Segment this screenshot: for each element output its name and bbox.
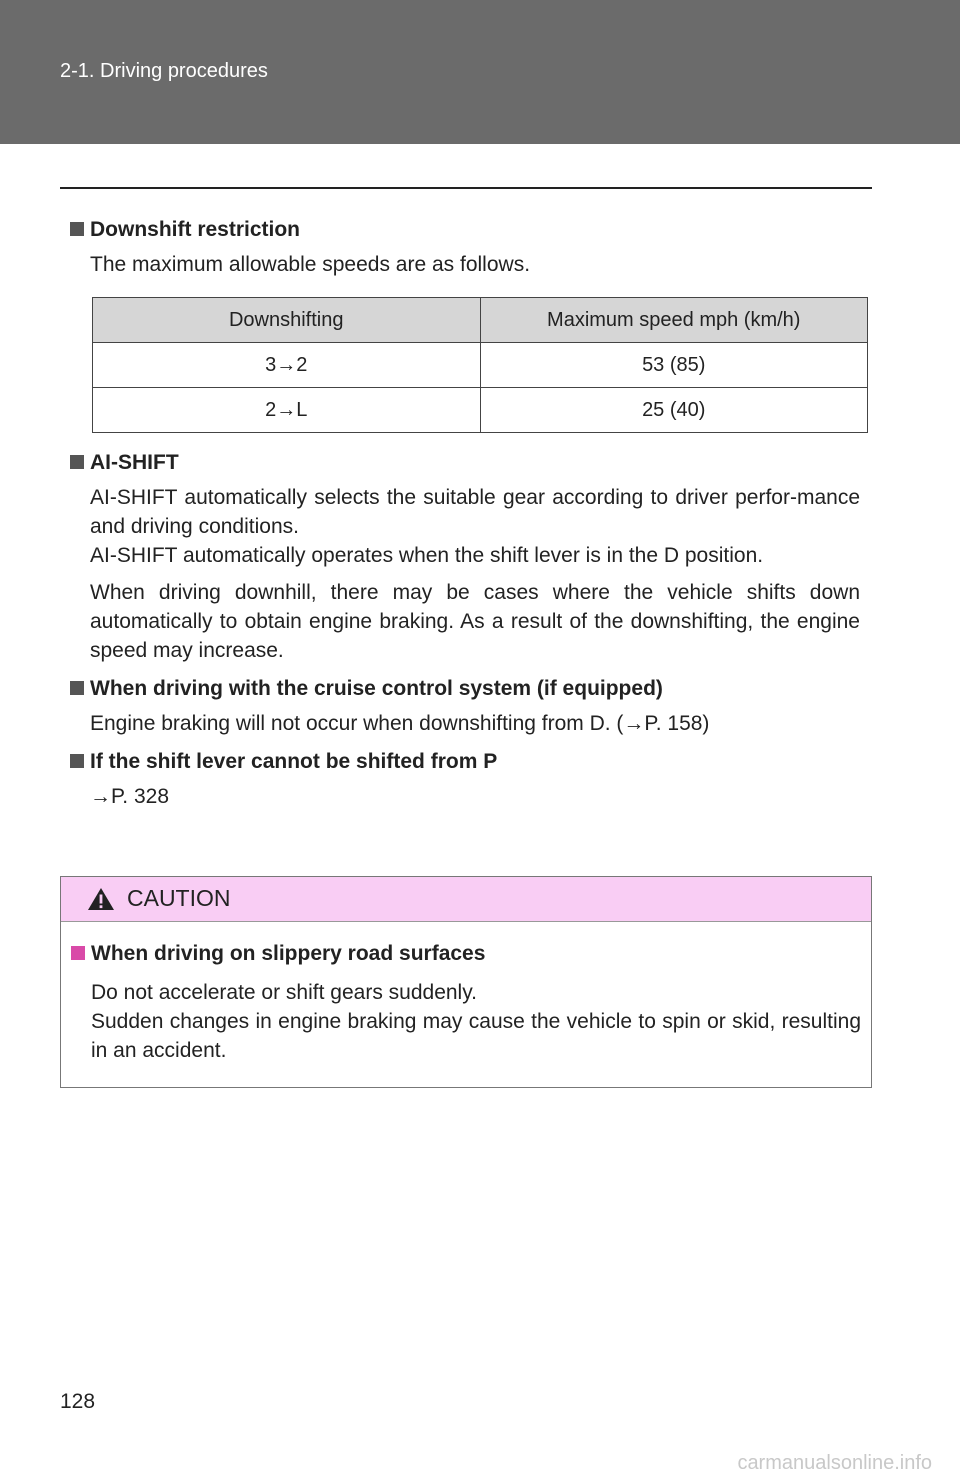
section-heading-downshift: Downshift restriction xyxy=(70,216,860,244)
section-heading-shift-lever: If the shift lever cannot be shifted from P xyxy=(70,748,860,776)
paragraph: When driving downhill, there may be cases where the vehicle shifts down automatically to obtain engine braking. As a result of the downshifting, the engine speed may increase. xyxy=(90,581,860,662)
watermark: carmanualsonline.info xyxy=(737,1452,932,1474)
divider xyxy=(60,187,872,189)
table-header-row xyxy=(93,298,868,343)
table-cell: 3→2 xyxy=(93,343,481,388)
bullet-square-icon xyxy=(70,681,84,695)
section-heading-ai-shift: AI-SHIFT xyxy=(70,449,860,477)
paragraph: AI-SHIFT automatically operates when the shift lever is in the D position. xyxy=(90,544,764,567)
paragraph: The maximum allowable speeds are as follows. xyxy=(90,253,531,276)
table-row xyxy=(93,388,868,433)
caution-box xyxy=(60,876,872,1088)
table-cell: 53 (85) xyxy=(480,343,868,388)
table-cell: 25 (40) xyxy=(480,388,868,433)
page-reference: →P. 328 xyxy=(90,785,170,808)
caution-title: CAUTION xyxy=(127,885,231,911)
bullet-square-icon xyxy=(71,946,85,960)
caution-line: Do not accelerate or shift gears suddenly. xyxy=(91,981,477,1004)
caution-body xyxy=(61,922,871,1065)
section-title: 2-1. Driving procedures xyxy=(60,60,268,82)
speed-table xyxy=(92,297,868,433)
bullet-square-icon xyxy=(70,455,84,469)
section-heading-cruise-control: When driving with the cruise control system (if equipped) xyxy=(70,675,860,703)
header-band xyxy=(0,0,960,144)
warning-triangle-icon xyxy=(87,887,115,911)
bullet-square-icon xyxy=(70,222,84,236)
caution-line: Sudden changes in engine braking may cause the vehicle to spin or skid, resulting in an accident. xyxy=(91,1010,861,1062)
paragraph: Engine braking will not occur when downshifting from D. (→P. 158) xyxy=(90,712,710,735)
paragraph: AI-SHIFT automatically selects the suitable gear according to driver perfor-mance and driving conditions. xyxy=(90,486,860,538)
table-row xyxy=(93,343,868,388)
caution-header xyxy=(61,877,871,922)
table-cell: 2→L xyxy=(93,388,481,433)
page-number: 128 xyxy=(60,1390,96,1413)
table-header-cell: Maximum speed mph (km/h) xyxy=(480,298,868,343)
table-header-cell: Downshifting xyxy=(93,298,481,343)
main-content xyxy=(70,216,860,811)
bullet-square-icon xyxy=(70,754,84,768)
caution-heading: When driving on slippery road surfaces xyxy=(71,940,861,968)
